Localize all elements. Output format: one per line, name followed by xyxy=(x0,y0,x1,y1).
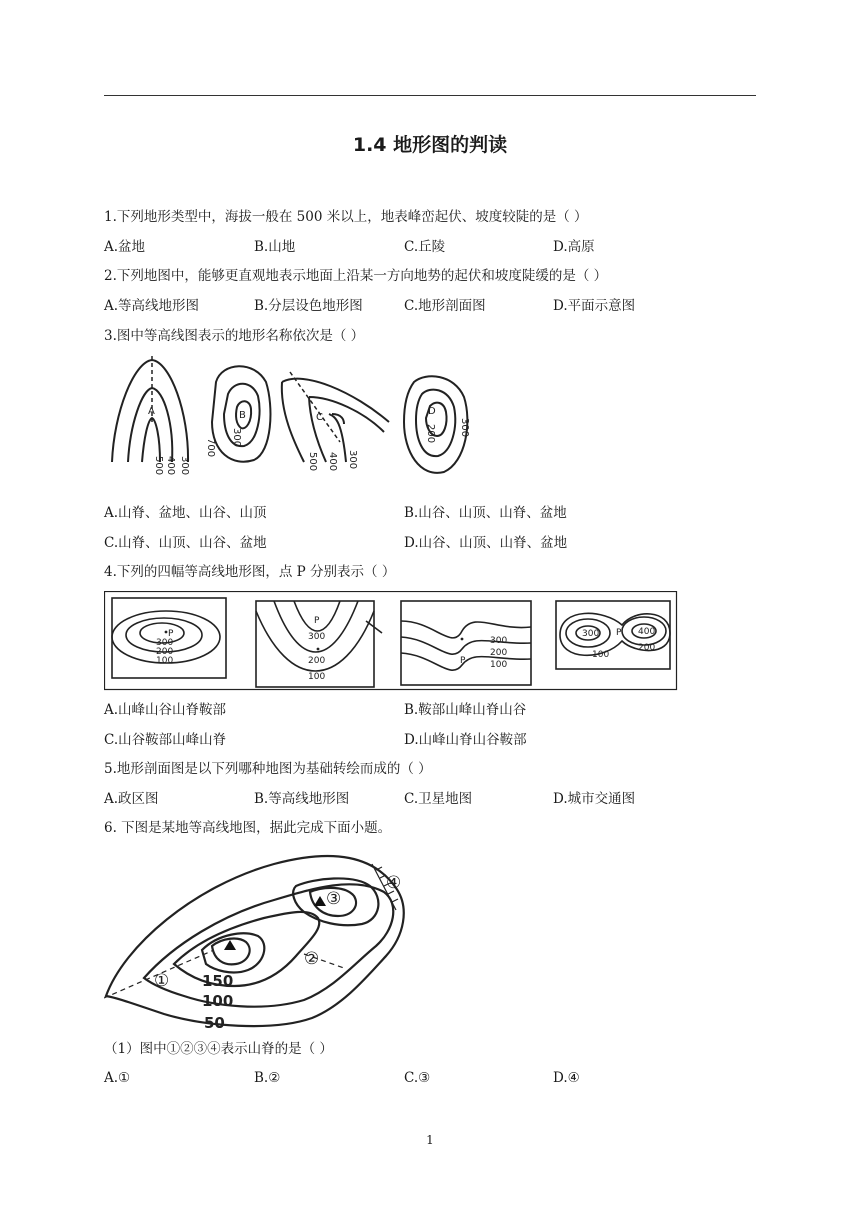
fig3-label-c: C xyxy=(316,412,323,423)
fig1-contour-500: 500 xyxy=(153,456,164,476)
q4-option-c: C.山谷鞍部山峰山脊 xyxy=(104,732,227,748)
p1-contour-300: 300 xyxy=(156,638,174,648)
q5-option-c: C.卫星地图 xyxy=(404,791,473,807)
q6-option-c: C.③ xyxy=(404,1070,431,1086)
q5-option-a: A.政区图 xyxy=(104,791,159,807)
p3-label-p: P xyxy=(460,656,466,666)
q3-contour-figure xyxy=(104,352,484,487)
p1-contour-100: 100 xyxy=(156,656,174,666)
q6-sub-question-1: （1）图中①②③④表示山脊的是（ ） xyxy=(104,1041,333,1057)
page-number: 1 xyxy=(426,1133,434,1147)
q1-option-c: C.丘陵 xyxy=(404,239,446,255)
q6-option-d: D.④ xyxy=(553,1070,580,1086)
page-title: 1.4 地形图的判读 xyxy=(352,134,508,156)
marker-1: ① xyxy=(154,971,170,991)
q2-option-a: A.等高线地形图 xyxy=(104,298,200,314)
marker-2: ② xyxy=(304,949,320,969)
q1-option-b: B.山地 xyxy=(254,239,296,255)
fig1-contour-400: 400 xyxy=(165,456,176,476)
q4-option-a: A.山峰山谷山脊鞍部 xyxy=(104,702,227,718)
fig2-contour-300: 300 xyxy=(231,428,242,448)
q3-option-b: B.山谷、山顶、山脊、盆地 xyxy=(404,505,567,521)
p1-label-p: P xyxy=(168,629,174,639)
fig3-contour-300: 300 xyxy=(347,450,358,470)
fig3-contour-400: 400 xyxy=(327,452,338,472)
q6-option-b: B.② xyxy=(254,1070,281,1086)
q4-option-b: B.鞍部山峰山脊山谷 xyxy=(404,702,527,718)
p3-contour-200: 200 xyxy=(490,648,508,658)
fig1-label-a: A xyxy=(148,406,155,417)
q2-option-d: D.平面示意图 xyxy=(553,298,636,314)
q4-contour-figure xyxy=(104,591,678,691)
p2-label-p: P xyxy=(314,616,320,626)
q5-option-d: D.城市交通图 xyxy=(553,791,636,807)
fig1-contour-300: 300 xyxy=(179,456,190,476)
p4-contour-100: 100 xyxy=(592,650,610,660)
fig4-contour-300: 300 xyxy=(459,418,470,438)
q3-option-a: A.山脊、盆地、山谷、山顶 xyxy=(104,505,267,521)
p2-contour-200: 200 xyxy=(308,656,326,666)
question-6-stem: 6. 下图是某地等高线地图，据此完成下面小题。 xyxy=(104,820,392,836)
contour-label-150: 150 xyxy=(202,972,234,990)
p1-contour-200: 200 xyxy=(156,647,174,657)
q1-option-d: D.高原 xyxy=(553,239,595,255)
p3-contour-300: 300 xyxy=(490,636,508,646)
contour-label-100: 100 xyxy=(202,992,234,1010)
marker-4: ④ xyxy=(386,873,402,893)
p4-contour-400: 400 xyxy=(638,627,656,637)
q2-option-b: B.分层设色地形图 xyxy=(254,298,363,314)
fig2-label-b: B xyxy=(239,410,246,421)
p2-contour-100: 100 xyxy=(308,672,326,682)
p4-contour-300: 300 xyxy=(582,629,600,639)
question-4-stem: 4.下列的四幅等高线地形图，点 P 分别表示（ ） xyxy=(104,564,396,580)
fig4-contour-200: 200 xyxy=(425,424,436,444)
q5-option-b: B.等高线地形图 xyxy=(254,791,350,807)
marker-3: ③ xyxy=(326,889,342,909)
q6-contour-figure xyxy=(104,846,424,1034)
p3-contour-100: 100 xyxy=(490,660,508,670)
fig2-contour-700: 700 xyxy=(205,438,216,458)
q6-option-a: A.① xyxy=(104,1070,131,1086)
header-rule xyxy=(104,95,756,96)
question-3-stem: 3.图中等高线图表示的地形名称依次是（ ） xyxy=(104,328,365,344)
fig3-contour-500: 500 xyxy=(307,452,318,472)
q4-option-d: D.山峰山脊山谷鞍部 xyxy=(404,732,527,748)
contour-label-50: 50 xyxy=(204,1014,225,1032)
question-2-stem: 2.下列地图中，能够更直观地表示地面上沿某一方向地势的起伏和坡度陡缓的是（ ） xyxy=(104,268,608,284)
p2-contour-300: 300 xyxy=(308,632,326,642)
question-1-stem: 1.下列地形类型中，海拔一般在 500 米以上，地表峰峦起伏、坡度较陡的是（ ） xyxy=(104,209,588,225)
q3-option-d: D.山谷、山顶、山脊、盆地 xyxy=(404,535,568,551)
p4-label-p: P xyxy=(616,628,622,638)
fig4-label-d: D xyxy=(428,406,436,417)
q2-option-c: C.地形剖面图 xyxy=(404,298,486,314)
q3-option-c: C.山脊、山顶、山谷、盆地 xyxy=(104,535,267,551)
p4-contour-200: 200 xyxy=(638,643,656,653)
q1-option-a: A.盆地 xyxy=(104,239,146,255)
question-5-stem: 5.地形剖面图是以下列哪种地图为基础转绘而成的（ ） xyxy=(104,761,432,777)
